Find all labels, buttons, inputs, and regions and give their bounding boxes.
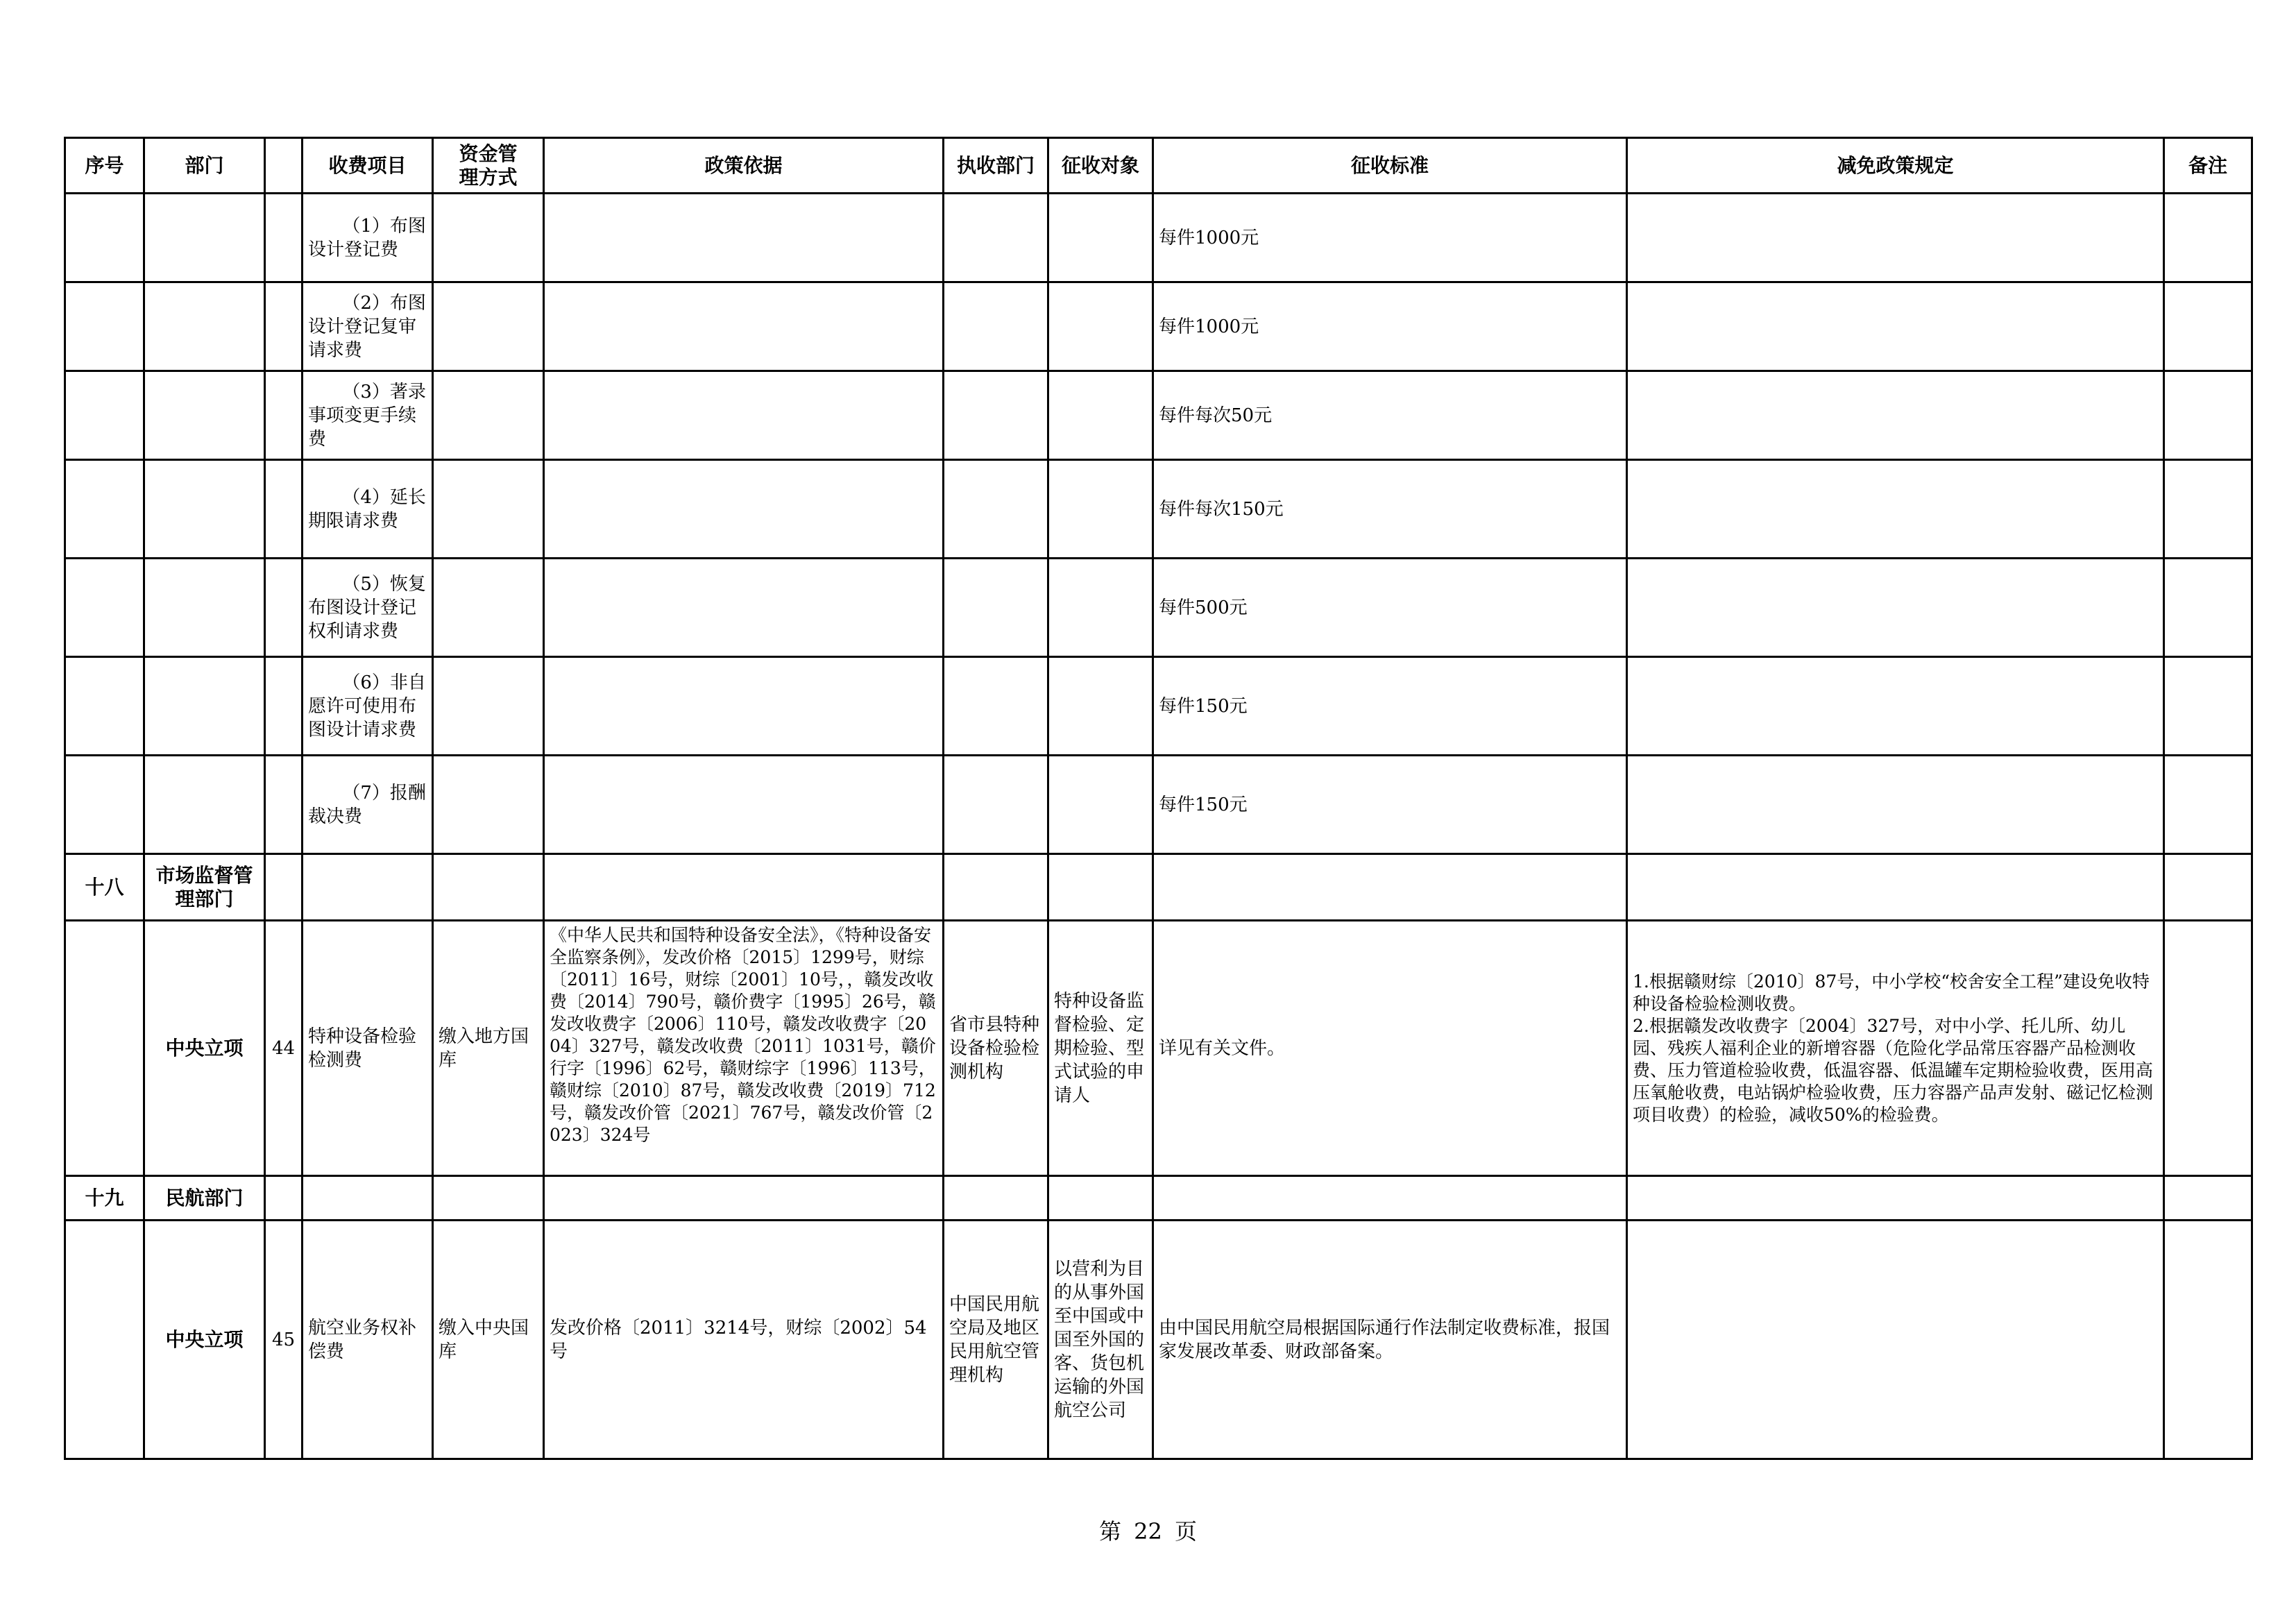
fee-standard: 由中国民用航空局根据国际通行作法制定收费标准，报国家发展改革委、财政部备案。 bbox=[1153, 1221, 1627, 1459]
section-row bbox=[65, 854, 2252, 921]
relief-clause-1: 1.根据赣财综〔2010〕87号，中小学校“校舍安全工程”建设免收特种设备检验检测收费。 bbox=[1633, 971, 2150, 1014]
header-dept: 部门 bbox=[144, 138, 265, 194]
table-row bbox=[65, 371, 2252, 460]
header-no bbox=[265, 138, 303, 194]
fund-method: 缴入中央国库 bbox=[433, 1221, 544, 1459]
fee-standard: 每件1000元 bbox=[1153, 282, 1627, 371]
relief-policy bbox=[1627, 921, 2164, 1176]
header-item: 收费项目 bbox=[303, 138, 433, 194]
section-dept: 民航部门 bbox=[144, 1176, 265, 1221]
fee-standard: 每件150元 bbox=[1153, 756, 1627, 854]
exec-dept: 中国民用航空局及地区民用航空管理机构 bbox=[944, 1221, 1048, 1459]
section-seq: 十九 bbox=[65, 1176, 144, 1221]
relief-clause-2: 2.根据赣发改收费字〔2004〕327号，对中小学、托儿所、幼儿园、残疾人福利企业的新增容器（危险化学品常压容器产品检测收费、压力管道检验收费，低温容器、低温罐车定期检验收费，医用高压氧舱收费，电站锅炉检验收费，压力容器产品声发射、磁记忆检测项目收费）的检验，减收50%的检验费。 bbox=[1633, 1015, 2154, 1125]
section-row bbox=[65, 1176, 2252, 1221]
fee-item: （5）恢复布图设计登记权利请求费 bbox=[303, 559, 433, 657]
fee-standard: 每件每次150元 bbox=[1153, 460, 1627, 559]
policy-basis: 《中华人民共和国特种设备安全法》，《特种设备安全监察条例》，发改价格〔2015〕1299号，财综〔2011〕16号，财综〔2001〕10号，，赣发改收费〔2014〕790号，赣价费字〔1995〕26号，赣发改收费字〔2006〕110号，赣发改收费字〔2004〕327号，赣发改收费〔2011〕1031号，赣价行字〔1996〕62号，赣财综字〔1996〕113号，赣财综〔2010〕87号，赣发改收费〔2019〕712号，赣发改价管〔2021〕767号，赣发改价管〔2023〕324号 bbox=[544, 921, 944, 1176]
section-dept: 市场监督管理部门 bbox=[144, 854, 265, 921]
policy-basis: 发改价格〔2011〕3214号，财综〔2002〕54号 bbox=[544, 1221, 944, 1459]
table-row bbox=[65, 194, 2252, 282]
collect-target: 特种设备监督检验、定期检验、型式试验的申请人 bbox=[1048, 921, 1153, 1176]
fee-table bbox=[64, 137, 2253, 1460]
fee-standard: 每件150元 bbox=[1153, 657, 1627, 756]
fee-item: （3）著录事项变更手续费 bbox=[303, 371, 433, 460]
fee-standard: 每件500元 bbox=[1153, 559, 1627, 657]
table-row bbox=[65, 282, 2252, 371]
fee-item: 特种设备检验检测费 bbox=[303, 921, 433, 1176]
header-exec: 执收部门 bbox=[944, 138, 1048, 194]
table-row bbox=[65, 657, 2252, 756]
table-row bbox=[65, 559, 2252, 657]
header-relief: 减免政策规定 bbox=[1627, 138, 2164, 194]
table-row bbox=[65, 460, 2252, 559]
header-target: 征收对象 bbox=[1048, 138, 1153, 194]
fund-method: 缴入地方国库 bbox=[433, 921, 544, 1176]
header-row bbox=[65, 138, 2252, 194]
header-policy: 政策依据 bbox=[544, 138, 944, 194]
fee-item: （2）布图设计登记复审请求费 bbox=[303, 282, 433, 371]
page-number: 第 22 页 bbox=[1098, 1518, 1198, 1545]
exec-dept: 省市县特种设备检验检测机构 bbox=[944, 921, 1048, 1176]
header-note: 备注 bbox=[2164, 138, 2252, 194]
table-row bbox=[65, 1221, 2252, 1459]
header-fund: 资金管理方式 bbox=[433, 138, 544, 194]
dept-label: 中央立项 bbox=[144, 921, 265, 1176]
table-row bbox=[65, 921, 2252, 1176]
row-number: 45 bbox=[265, 1221, 303, 1459]
collect-target: 以营利为目的从事外国至中国或中国至外国的客、货包机运输的外国航空公司 bbox=[1048, 1221, 1153, 1459]
fee-item: （7）报酬裁决费 bbox=[303, 756, 433, 854]
row-number: 44 bbox=[265, 921, 303, 1176]
fee-item: 航空业务权补偿费 bbox=[303, 1221, 433, 1459]
fee-standard: 详见有关文件。 bbox=[1153, 921, 1627, 1176]
header-standard: 征收标准 bbox=[1153, 138, 1627, 194]
fee-item: （6）非自愿许可使用布图设计请求费 bbox=[303, 657, 433, 756]
header-seq: 序号 bbox=[65, 138, 144, 194]
section-seq: 十八 bbox=[65, 854, 144, 921]
fee-item: （1）布图设计登记费 bbox=[303, 194, 433, 282]
fee-standard: 每件1000元 bbox=[1153, 194, 1627, 282]
table-row bbox=[65, 756, 2252, 854]
fee-item: （4）延长期限请求费 bbox=[303, 460, 433, 559]
fee-standard: 每件每次50元 bbox=[1153, 371, 1627, 460]
dept-label: 中央立项 bbox=[144, 1221, 265, 1459]
